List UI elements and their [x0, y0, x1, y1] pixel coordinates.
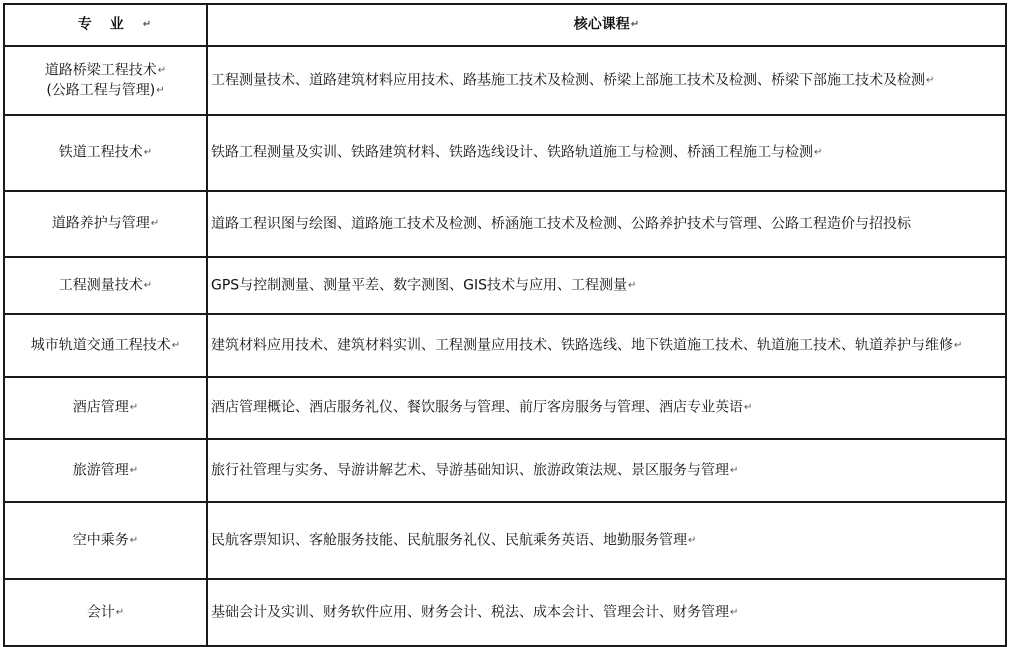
courses-text: 工程测量技术、道路建筑材料应用技术、路基施工技术及检测、桥梁上部施工技术及检测、桥梁下部施工技术及检测 [211, 72, 925, 89]
paragraph-mark-icon: ↵ [129, 402, 139, 414]
courses-text: 铁路工程测量及实训、铁路建筑材料、铁路选线设计、铁路轨道施工与检测、桥涵工程施工与检测 [211, 144, 813, 161]
paragraph-mark-icon: ↵ [143, 279, 153, 291]
courses-text: 民航客票知识、客舱服务技能、民航服务礼仪、民航乘务英语、地勤服务管理 [211, 532, 687, 549]
table-row [4, 257, 1006, 314]
paragraph-mark-icon: ↵ [628, 279, 637, 291]
courses-text: 酒店管理概论、酒店服务礼仪、餐饮服务与管理、前厅客房服务与管理、酒店专业英语 [211, 399, 743, 416]
paragraph-mark-icon: ↵ [814, 147, 823, 159]
courses-cell [207, 439, 1006, 502]
courses-cell [207, 191, 1006, 257]
header-major [4, 4, 207, 46]
major-cell [4, 257, 207, 314]
major-name [11, 61, 200, 81]
major-cell [4, 115, 207, 191]
table-row [4, 314, 1006, 377]
courses-cell [207, 46, 1006, 115]
course-table [3, 3, 1007, 647]
major-name: 铁道工程技术 [58, 144, 143, 161]
course-table-sheet [3, 3, 1005, 645]
paragraph-mark-icon: ↵ [730, 606, 739, 618]
courses-cell [207, 257, 1006, 314]
courses-cell [207, 579, 1006, 646]
paragraph-mark-icon: ↵ [926, 74, 935, 86]
table-header-row [4, 4, 1006, 46]
paragraph-mark-icon: ↵ [143, 147, 153, 159]
courses-text: 道路工程识图与绘图、道路施工技术及检测、桥涵施工技术及检测、公路养护技术与管理、公路工程造价与招投标 [211, 215, 911, 232]
courses-text: 建筑材料应用技术、建筑材料实训、工程测量应用技术、铁路选线、地下铁道施工技术、轨道施工技术、轨道养护与维修 [211, 337, 953, 354]
paragraph-mark-icon: ↵ [730, 464, 739, 476]
major-name: 旅游管理 [72, 462, 129, 479]
courses-text: 旅行社管理与实务、导游讲解艺术、导游基础知识、旅游政策法规、景区服务与管理 [211, 462, 729, 479]
courses-cell [207, 115, 1006, 191]
header-courses-label: 核心课程 [573, 16, 630, 33]
courses-cell [207, 377, 1006, 439]
major-name-line: 道路桥梁工程技术 [44, 62, 157, 79]
major-cell [4, 579, 207, 646]
major-name: 城市轨道交通工程技术 [30, 337, 171, 354]
courses-text: GPS与控制测量、测量平差、数字测图、GIS技术与应用、工程测量 [211, 277, 628, 294]
major-name: 工程测量技术 [58, 277, 143, 294]
major-name: 会计 [86, 604, 115, 621]
table-row [4, 579, 1006, 646]
paragraph-mark-icon: ↵ [744, 402, 753, 414]
major-name: 道路养护与管理 [51, 215, 150, 232]
major-cell [4, 46, 207, 115]
major-cell [4, 502, 207, 579]
table-row [4, 191, 1006, 257]
major-name-line: (公路工程与管理) [46, 82, 156, 98]
major-name: 空中乘务 [72, 532, 129, 549]
paragraph-mark-icon: ↵ [630, 19, 640, 31]
paragraph-mark-icon: ↵ [142, 19, 152, 31]
table-row [4, 46, 1006, 115]
header-major-label: 专业 [77, 16, 142, 33]
paragraph-mark-icon: ↵ [150, 218, 160, 230]
paragraph-mark-icon: ↵ [157, 65, 167, 76]
paragraph-mark-icon: ↵ [129, 534, 139, 546]
header-courses [207, 4, 1006, 46]
major-cell [4, 377, 207, 439]
courses-cell [207, 502, 1006, 579]
major-cell [4, 314, 207, 377]
major-subname [11, 81, 200, 101]
paragraph-mark-icon: ↵ [171, 339, 181, 351]
courses-text: 基础会计及实训、财务软件应用、财务会计、税法、成本会计、管理会计、财务管理 [211, 604, 729, 621]
major-name: 酒店管理 [72, 399, 129, 416]
table-row [4, 115, 1006, 191]
table-row [4, 502, 1006, 579]
paragraph-mark-icon: ↵ [688, 534, 697, 546]
table-row [4, 439, 1006, 502]
paragraph-mark-icon: ↵ [115, 606, 125, 618]
courses-cell [207, 314, 1006, 377]
table-row [4, 377, 1006, 439]
paragraph-mark-icon: ↵ [954, 339, 963, 351]
paragraph-mark-icon: ↵ [156, 84, 165, 96]
major-cell [4, 191, 207, 257]
major-cell [4, 439, 207, 502]
paragraph-mark-icon: ↵ [129, 464, 139, 476]
